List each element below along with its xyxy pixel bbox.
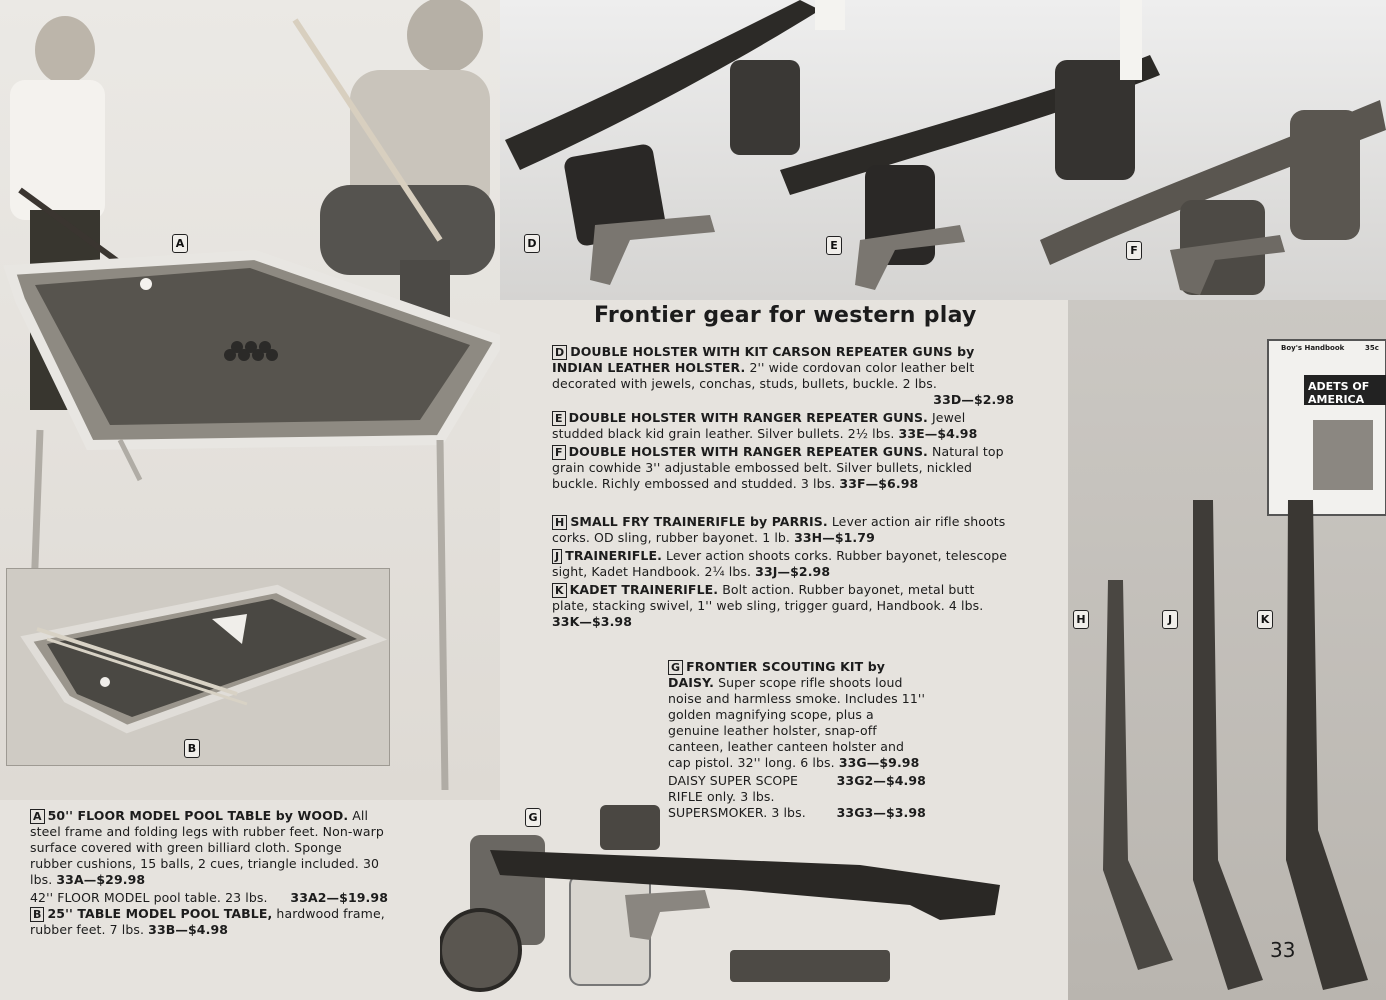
desc-33h: Lever action air rifle shoots corks. OD sling, rubber bayonet. 1 lb. xyxy=(552,514,1006,545)
title-33g: FRONTIER SCOUTING KIT by DAISY. xyxy=(668,659,886,690)
label-h: H xyxy=(1073,610,1089,629)
desc-33k: Bolt action. Rubber bayonet, metal butt plate, stacking swivel, 1'' web sling, trigger guard, Handbook. 4 lbs. xyxy=(552,582,984,613)
page-number: 33 xyxy=(1270,938,1296,962)
entry-33a2 xyxy=(30,890,388,906)
table-model-pool-illustration xyxy=(7,569,389,765)
label-e: E xyxy=(826,236,842,255)
price-33g2: 33G2—$4.98 xyxy=(836,773,926,788)
entry-33g xyxy=(668,659,926,771)
code-h: H xyxy=(552,515,567,530)
price-33d: 33D—$2.98 xyxy=(933,392,1014,407)
entry-33e xyxy=(552,410,1014,442)
code-k: K xyxy=(552,583,567,598)
entry-33a xyxy=(30,808,388,888)
photo-scouting-kit xyxy=(440,790,1020,1000)
title-33k: KADET TRAINERIFLE. xyxy=(569,582,719,597)
label-a: A xyxy=(172,234,188,253)
price-33b: 33B—$4.98 xyxy=(148,922,229,937)
price-33e: 33E—$4.98 xyxy=(898,426,978,441)
desc-33a: All steel frame and folding legs with rubber feet. Non-warp surface covered with green billiard cloth. Sponge rubber cushions, 15 balls, 2 cues, triangle included. 30 lbs. xyxy=(30,808,384,887)
desc-33f: Natural top grain cowhide 3'' adjustable embossed belt. Silver bullets, nickled buckle. Richly embossed and studded. 3 lbs. xyxy=(552,444,1004,491)
code-g: G xyxy=(668,660,683,675)
holster-sets-illustration xyxy=(500,0,1386,300)
book-title-line2: ADETS OF xyxy=(1308,380,1370,393)
desc-33g3: SUPERSMOKER. 3 lbs. xyxy=(668,805,806,820)
label-f: F xyxy=(1126,241,1142,260)
label-k: K xyxy=(1257,610,1273,629)
price-33a2: 33A2—$19.98 xyxy=(290,890,388,905)
title-33e: DOUBLE HOLSTER WITH RANGER REPEATER GUNS. xyxy=(568,410,928,425)
entry-33f xyxy=(552,444,1014,492)
code-b: B xyxy=(30,907,44,922)
label-b: B xyxy=(184,739,200,758)
price-33h: 33H—$1.79 xyxy=(794,530,875,545)
desc-33g: Super scope rifle shoots loud noise and harmless smoke. Includes 11'' golden magnifying scope, plus a genuine leather holster, snap-off canteen, leather canteen holster and cap pistol. 32'' long. 6 lbs. xyxy=(668,675,925,770)
price-33g3: 33G3—$3.98 xyxy=(836,805,926,820)
desc-33g2: DAISY SUPER SCOPE RIFLE only. 3 lbs. xyxy=(668,773,799,804)
entry-33d xyxy=(552,344,1014,408)
entry-33h xyxy=(552,514,1014,546)
title-33b: 25'' TABLE MODEL POOL TABLE, xyxy=(47,906,273,921)
desc-33b: hardwood frame, rubber feet. 7 lbs. xyxy=(30,906,385,937)
holster-descriptions xyxy=(552,344,1014,494)
code-a: A xyxy=(30,809,45,824)
book-title-top: Boy's Handbook xyxy=(1281,344,1345,352)
rifle-descriptions xyxy=(552,514,1014,632)
entry-33k xyxy=(552,582,1014,630)
scouting-kit-description xyxy=(668,659,926,821)
price-33j: 33J—$2.98 xyxy=(755,564,831,579)
desc-33d: 2'' wide cordovan color leather belt decorated with jewels, conchas, studs, bullets, buckle. 2 lbs. xyxy=(552,360,975,391)
photo-trainerifles xyxy=(1068,300,1386,1000)
title-33d: DOUBLE HOLSTER WITH KIT CARSON REPEATER GUNS by INDIAN LEATHER HOLSTER. xyxy=(552,344,975,375)
label-d: D xyxy=(524,234,540,253)
title-33a: 50'' FLOOR MODEL POOL TABLE by WOOD. xyxy=(47,808,349,823)
label-g: G xyxy=(525,808,541,827)
code-j: J xyxy=(552,549,562,564)
pool-table-descriptions xyxy=(30,808,388,940)
photo-table-model-pool xyxy=(6,568,390,766)
title-33j: TRAINERIFLE. xyxy=(565,548,662,563)
photo-holster-sets xyxy=(500,0,1386,300)
book-price-corner: 35c xyxy=(1365,344,1379,352)
price-33a: 33A—$29.98 xyxy=(56,872,146,887)
title-33h: SMALL FRY TRAINERIFLE by PARRIS. xyxy=(570,514,828,529)
desc-33e: Jewel studded black kid grain leather. Silver bullets. 2½ lbs. xyxy=(552,410,966,441)
entry-33g2 xyxy=(668,773,926,805)
code-e: E xyxy=(552,411,566,426)
price-33k: 33K—$3.98 xyxy=(552,614,633,629)
code-d: D xyxy=(552,345,567,360)
page-heading: Frontier gear for western play xyxy=(594,303,977,328)
entry-33b xyxy=(30,906,388,938)
code-f: F xyxy=(552,445,566,460)
price-33g: 33G—$9.98 xyxy=(838,755,920,770)
title-33f: DOUBLE HOLSTER WITH RANGER REPEATER GUNS. xyxy=(568,444,928,459)
desc-33j: Lever action shoots corks. Rubber bayonet, telescope sight, Kadet Handbook. 2¼ lbs. xyxy=(552,548,1008,579)
book-title-line3: AMERICA xyxy=(1308,393,1365,406)
entry-33g3 xyxy=(668,805,926,821)
entry-33j xyxy=(552,548,1014,580)
desc-33a2: 42'' FLOOR MODEL pool table. 23 lbs. xyxy=(30,890,268,905)
price-33f: 33F—$6.98 xyxy=(839,476,919,491)
label-j: J xyxy=(1162,610,1178,629)
